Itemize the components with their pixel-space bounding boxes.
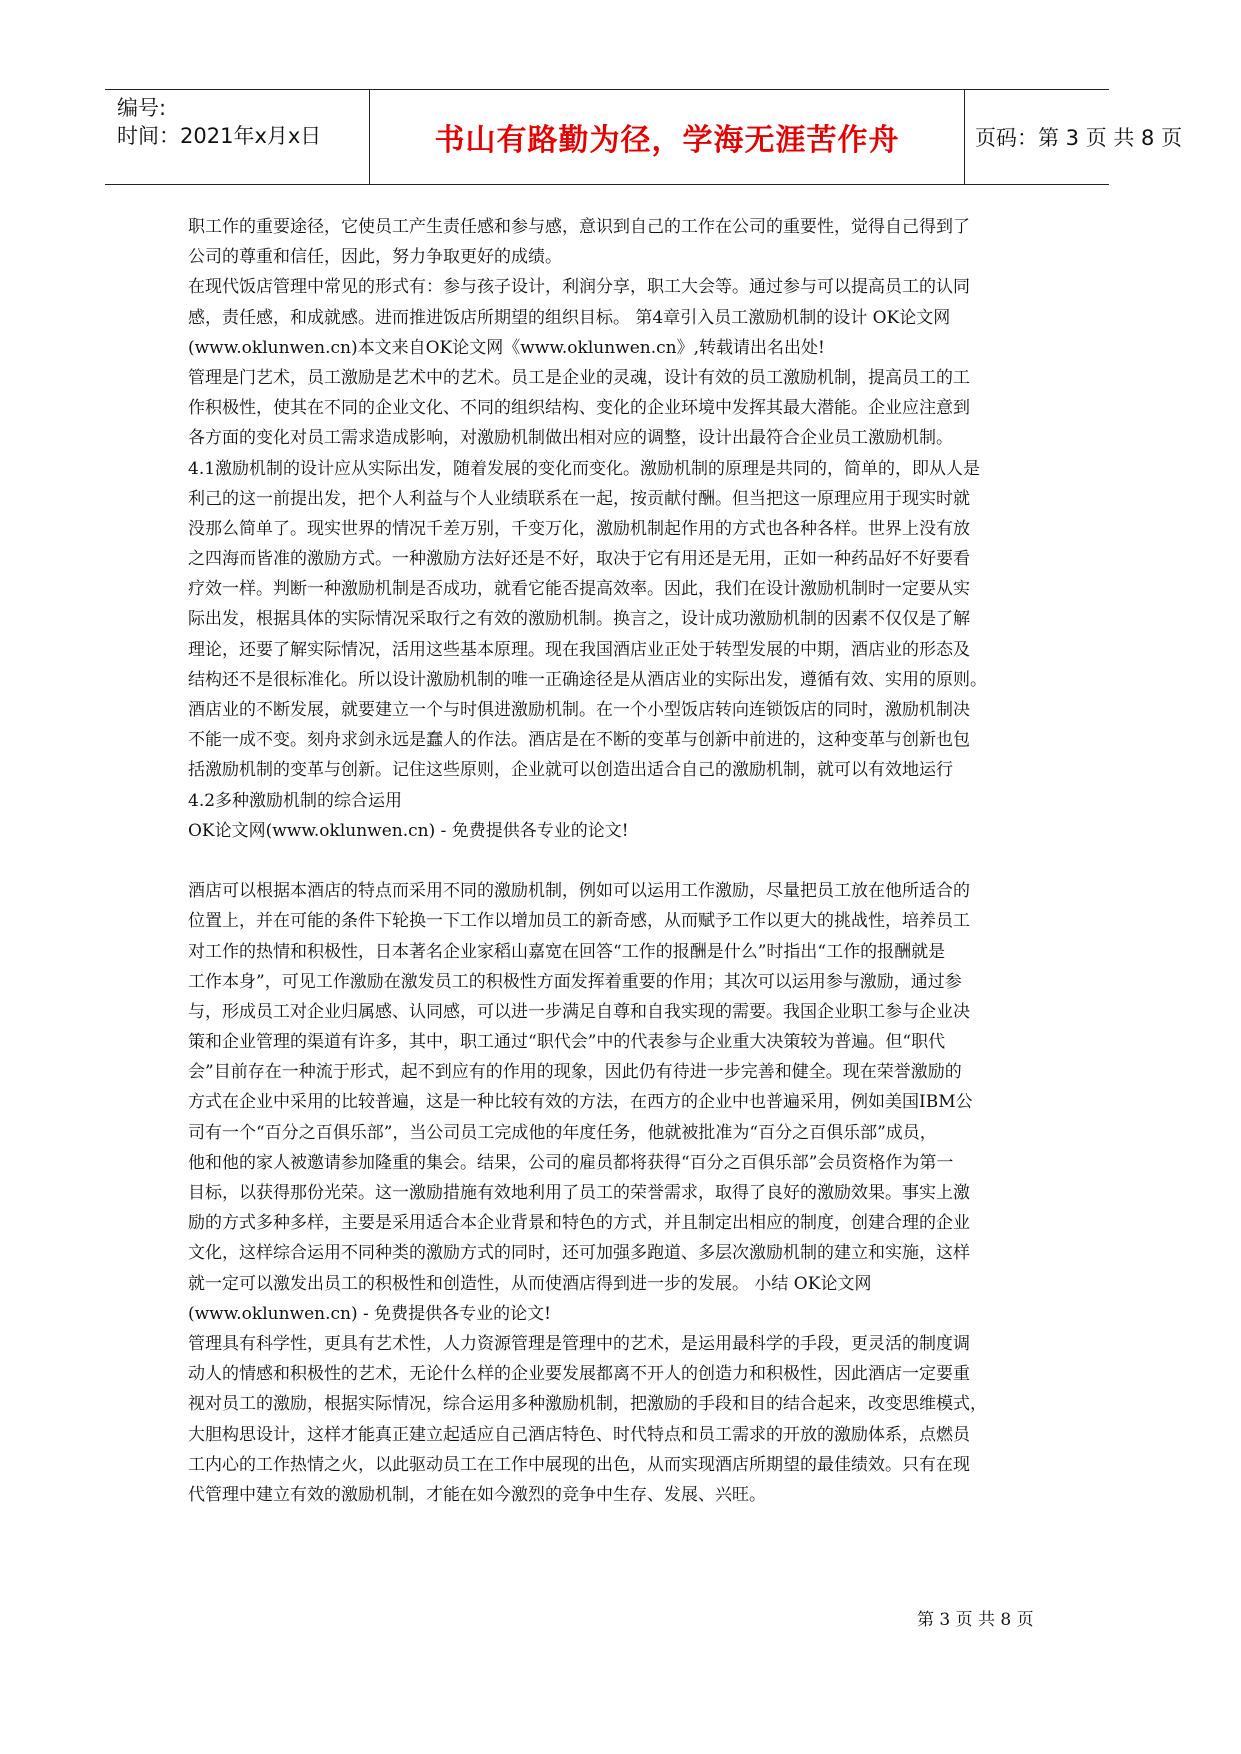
document-time-label: 时间：2021年x月x日: [117, 124, 322, 148]
text-line: 利己的这一前提出发，把个人利益与个人业绩联系在一起，按贡献付酬。但当把这一原理应用于现实时就: [188, 488, 970, 509]
text-line: 与，形成员工对企业归属感、认同感，可以进一步满足自尊和自我实现的需要。我国企业职工参与企业决: [188, 1001, 970, 1022]
text-line: 理论，还要了解实际情况，活用这些基本原理。现在我国酒店业正处于转型发展的中期，酒店业的形态及: [188, 639, 970, 660]
text-line: (www.oklunwen.cn)本文来自OK论文网《www.oklunwen.cn》,转载请出名出处!: [188, 337, 825, 358]
text-line: 在现代饭店管理中常见的形式有：参与孩子设计，利润分享，职工大会等。通过参与可以提高员工的认同: [188, 277, 970, 298]
text-line: 方式在企业中采用的比较普遍，这是一种比较有效的方法，在西方的企业中也普遍采用，例如美国IBM公: [188, 1092, 973, 1113]
text-line: 4.1激励机制的设计应从实际出发，随着发展的变化而变化。激励机制的原理是共同的，简单的，即从人是: [188, 458, 981, 479]
text-line: 动人的情感和积极性的艺术，无论什么样的企业要发展都离不开人的创造力和积极性，因此酒店一定要重: [188, 1364, 970, 1385]
text-line: 视对员工的激励，根据实际情况，综合运用多种激励机制，把激励的手段和目的结合起来，改变思维模式，: [188, 1394, 987, 1415]
text-line: 工内心的工作热情之火，以此驱动员工在工作中展现的出色，从而实现酒店所期望的最佳绩效。只有在现: [188, 1454, 970, 1475]
text-line: 对工作的热情和积极性，日本著名企业家稻山嘉宽在回答“工作的报酬是什么”时指出“工作的报酬就是: [188, 941, 946, 962]
page-header: [105, 89, 1183, 185]
text-line: 大胆构思设计，这样才能真正建立起适应自己酒店特色、时代特点和员工需求的开放的激励体系，点燃员: [188, 1424, 970, 1445]
text-line: 作积极性，使其在不同的企业文化、不同的组织结构、变化的企业环境中发挥其最大潜能。企业应注意到: [188, 398, 970, 419]
text-line: 结构还不是很标准化。所以设计激励机制的唯一正确途径是从酒店业的实际出发，遵循有效、实用的原则。: [188, 669, 987, 690]
header-divider: [964, 90, 965, 184]
header-motto: 书山有路勤为径，学海无涯苦作舟: [434, 123, 900, 158]
text-line: 司有一个“百分之百俱乐部”，当公司员工完成他的年度任务，他就被批准为“百分之百俱乐部”成员，: [188, 1122, 937, 1143]
text-line: 疗效一样。判断一种激励机制是否成功，就看它能否提高效率。因此，我们在设计激励机制时一定要从实: [188, 579, 970, 600]
text-line: 策和企业管理的渠道有许多，其中，职工通过“职代会”中的代表参与企业重大决策较为普遍。但“职代: [188, 1032, 946, 1053]
text-line: 目标，以获得那份光荣。这一激励措施有效地利用了员工的荣誉需求，取得了良好的激励效果。事实上激: [188, 1183, 970, 1203]
text-line: 括激励机制的变革与创新。记住这些原则，企业就可以创造出适合自己的激励机制，就可以有效地运行: [188, 760, 953, 781]
header-page-number: 页码：第 3 页 共 8 页: [975, 126, 1183, 150]
blank-line: [188, 846, 1058, 876]
text-line: 他和他的家人被邀请参加隆重的集会。结果，公司的雇员都将获得“百分之百俱乐部”会员资格作为第一: [188, 1152, 954, 1173]
page-footer: 第 3 页 共 8 页: [917, 1610, 1034, 1630]
text-line: 文化，这样综合运用不同种类的激励方式的同时，还可加强多跑道、多层次激励机制的建立和实施，这样: [188, 1243, 970, 1264]
header-meta: [117, 94, 367, 150]
text-line: 际出发，根据具体的实际情况采取行之有效的激励机制。换言之，设计成功激励机制的因素不仅仅是了解: [188, 609, 970, 630]
text-line: 管理是门艺术，员工激励是艺术中的艺术。员工是企业的灵魂，设计有效的员工激励机制，提高员工的工: [188, 367, 970, 388]
document-number-label: 编号:: [117, 96, 167, 120]
text-line: 4.2多种激励机制的综合运用: [188, 790, 403, 811]
text-line: 管理具有科学性，更具有艺术性，人力资源管理是管理中的艺术，是运用最科学的手段，更灵活的制度调: [188, 1333, 970, 1354]
text-line: 职工作的重要途径，它使员工产生责任感和参与感，意识到自己的工作在公司的重要性，觉得自己得到了: [188, 217, 970, 237]
text-line: (www.oklunwen.cn) - 免费提供各专业的论文!: [188, 1303, 551, 1324]
text-line: 感，责任感，和成就感。进而推进饭店所期望的组织目标。 第4章引入员工激励机制的设计 OK论文网: [188, 307, 951, 328]
text-line: 工作本身”，可见工作激励在激发员工的积极性方面发挥着重要的作用；其次可以运用参与激励，通过参: [188, 971, 962, 992]
text-line: 公司的尊重和信任，因此，努力争取更好的成绩。: [188, 247, 562, 268]
text-line: 位置上，并在可能的条件下轮换一下工作以增加员工的新奇感，从而赋予工作以更大的挑战性，培养员工: [188, 911, 970, 932]
text-line: 酒店可以根据本酒店的特点而采用不同的激励机制，例如可以运用工作激励，尽量把员工放在他所适合的: [188, 881, 970, 902]
text-line: 会”目前存在一种流于形式，起不到应有的作用的现象，因此仍有待进一步完善和健全。现在荣誉激励的: [188, 1062, 962, 1083]
header-divider: [369, 90, 370, 184]
text-line: 之四海而皆准的激励方式。一种激励方法好还是不好，取决于它有用还是无用，正如一种药品好不好要看: [188, 549, 970, 570]
text-line: 就一定可以激发出员工的积极性和创造性，从而使酒店得到进一步的发展。 小结 OK论文网: [188, 1273, 872, 1294]
text-line: 不能一成不变。刻舟求剑永远是蠢人的作法。酒店是在不断的变革与创新中前进的，这种变革与创新也包: [188, 730, 970, 751]
text-line: 代管理中建立有效的激励机制，才能在如今激烈的竞争中生存、发展、兴旺。: [188, 1484, 766, 1505]
text-line: 各方面的变化对员工需求造成影响，对激励机制做出相对应的调整，设计出最符合企业员工激励机制。: [188, 428, 953, 449]
text-line: 酒店业的不断发展，就要建立一个与时俱进激励机制。在一个小型饭店转向连锁饭店的同时，激励机制决: [188, 700, 970, 720]
text-line: 没那么简单了。现实世界的情况千差万别，千变万化，激励机制起作用的方式也各种各样。世界上没有放: [188, 518, 970, 539]
text-line: OK论文网(www.oklunwen.cn) - 免费提供各专业的论文!: [188, 820, 629, 841]
text-line: 励的方式多种多样，主要是采用适合本企业背景和特色的方式，并且制定出相应的制度，创建合理的企业: [188, 1213, 970, 1234]
body-text: [188, 212, 1058, 1510]
